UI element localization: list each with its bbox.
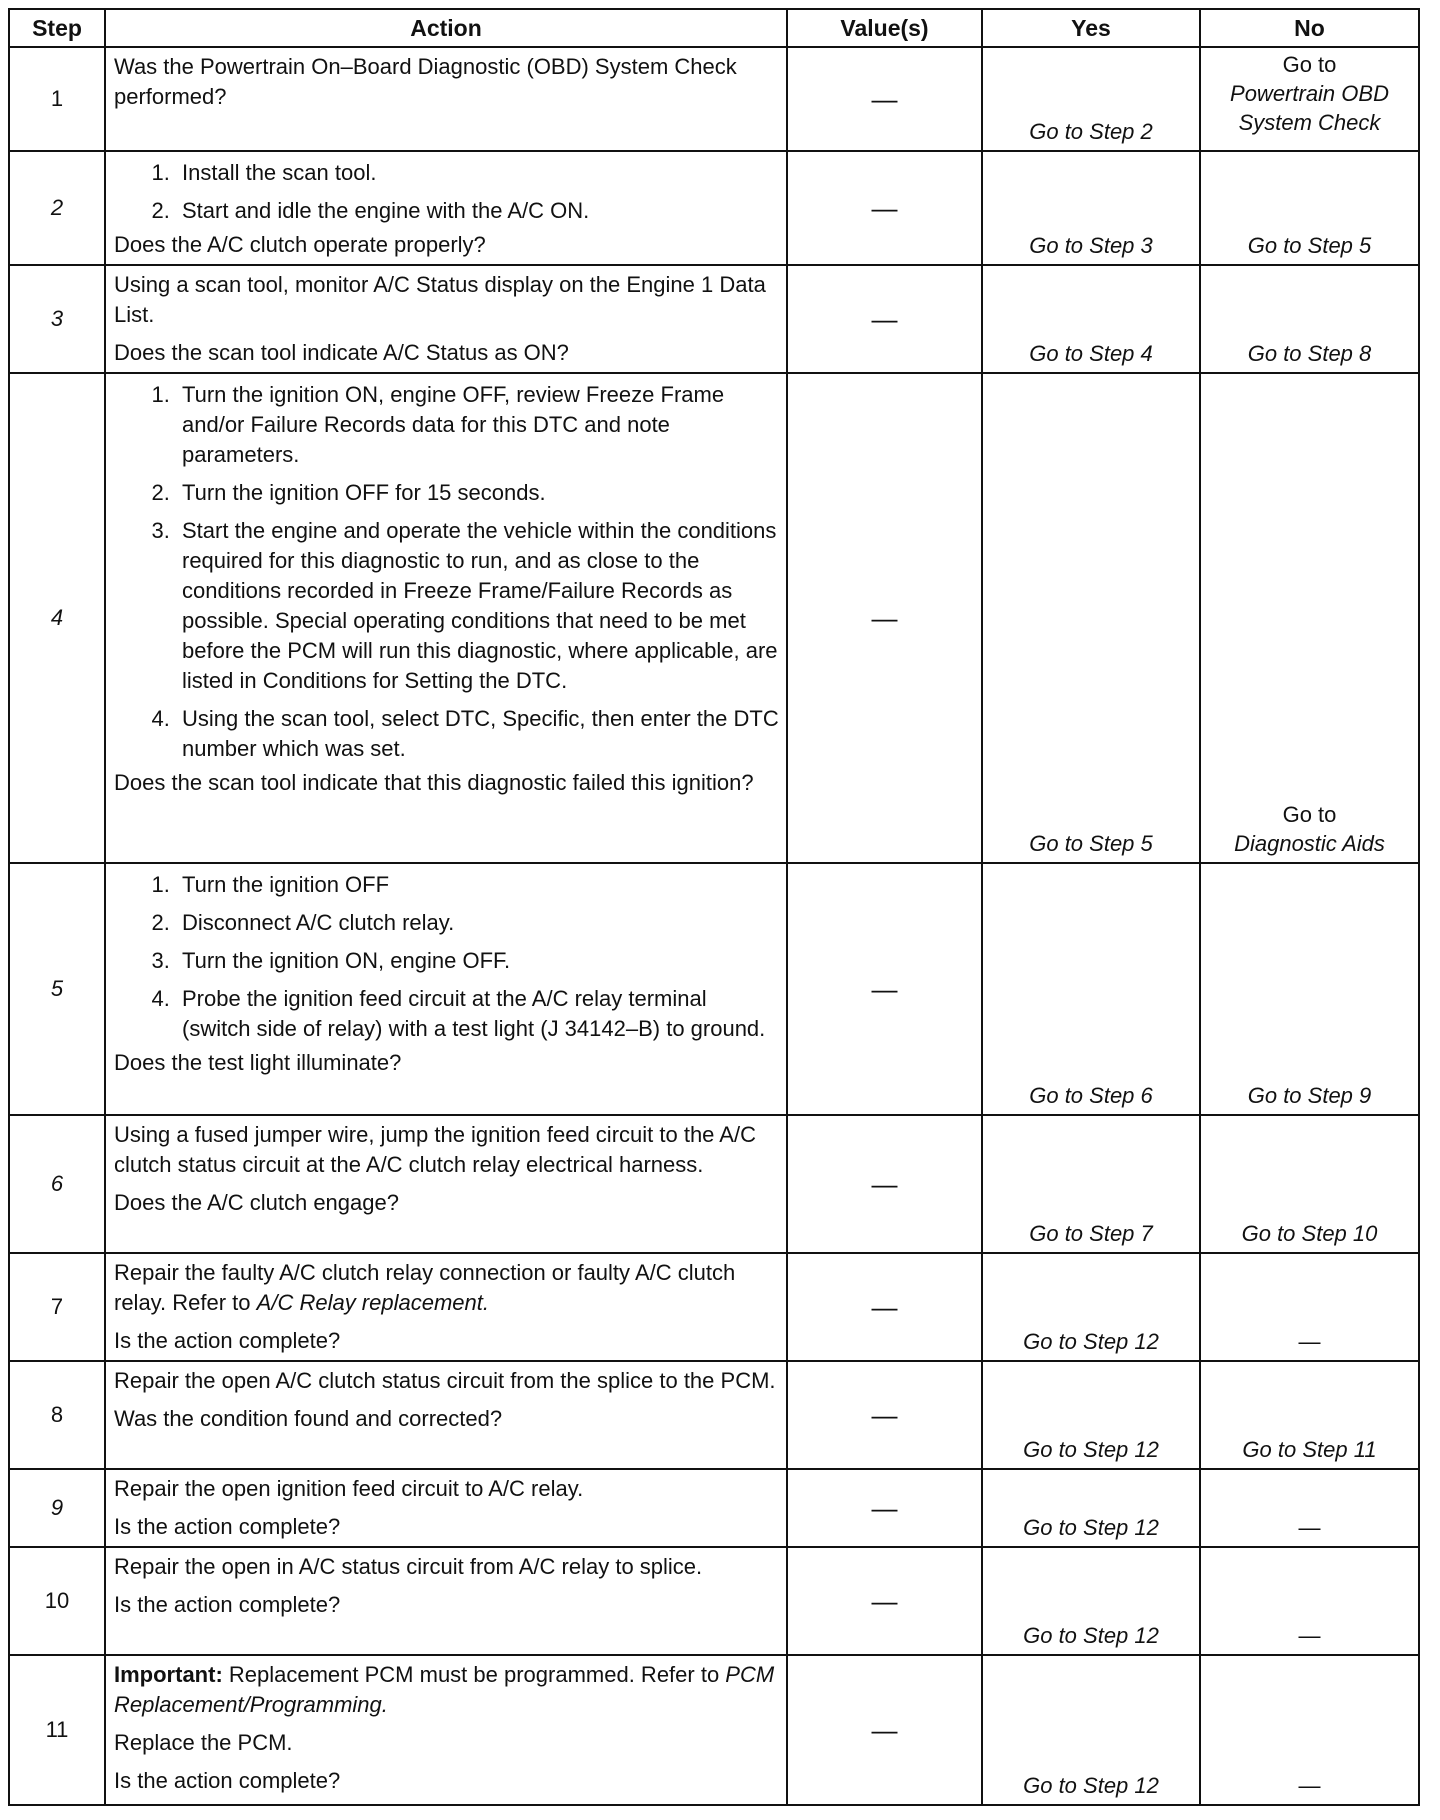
table-row	[9, 151, 1419, 265]
action-step: 3. Turn the ignition ON, engine OFF.	[176, 946, 780, 976]
yes-cell: Go to Step 5	[982, 373, 1200, 863]
step-number: 5	[9, 863, 105, 1115]
action-step: 4. Probe the ignition feed circuit at the A/C relay terminal (switch side of relay) with a test light (J 34142–B) to ground.	[176, 984, 780, 1044]
action-reference: A/C Relay replacement.	[256, 1290, 489, 1315]
yes-cell: Go to Step 12	[982, 1361, 1200, 1469]
table-row	[9, 1253, 1419, 1361]
action-question: Is the action complete?	[114, 1328, 341, 1353]
action-cell	[105, 1469, 787, 1547]
header-step: Step	[9, 9, 105, 47]
action-step: 4. Using the scan tool, select DTC, Specific, then enter the DTC number which was set.	[176, 704, 780, 764]
value-cell: —	[787, 151, 982, 265]
action-cell	[105, 265, 787, 373]
header-values: Value(s)	[787, 9, 982, 47]
action-text	[114, 1258, 780, 1318]
value-cell: —	[787, 1115, 982, 1253]
table-row	[9, 1115, 1419, 1253]
action-text: Replace the PCM.	[114, 1730, 293, 1755]
action-question: Does the A/C clutch engage?	[114, 1190, 399, 1215]
no-cell: —	[1200, 1253, 1419, 1361]
yes-cell: Go to Step 2	[982, 47, 1200, 151]
value-cell: —	[787, 1361, 982, 1469]
no-cell: Go to Step 5	[1200, 151, 1419, 265]
action-cell	[105, 151, 787, 265]
no-line1: Go to	[1282, 52, 1337, 77]
yes-cell: Go to Step 12	[982, 1547, 1200, 1655]
action-step: 2. Turn the ignition OFF for 15 seconds.	[176, 478, 780, 508]
no-cell: —	[1200, 1469, 1419, 1547]
action-question: Is the action complete?	[114, 1514, 341, 1539]
action-text: Using a scan tool, monitor A/C Status display on the Engine 1 Data List.	[114, 272, 766, 327]
no-cell: Go to Step 10	[1200, 1115, 1419, 1253]
important-label: Important:	[114, 1662, 223, 1687]
no-cell	[1200, 47, 1419, 151]
table-row	[9, 863, 1419, 1115]
header-yes: Yes	[982, 9, 1200, 47]
yes-cell: Go to Step 4	[982, 265, 1200, 373]
yes-cell: Go to Step 12	[982, 1253, 1200, 1361]
no-line2: Diagnostic Aids	[1234, 831, 1385, 856]
action-step: 1. Install the scan tool.	[176, 158, 780, 188]
step-number: 1	[9, 47, 105, 151]
action-step: 3. Start the engine and operate the vehicle within the conditions required for this diagnostic to run, and as close to the conditions recorded in Freeze Frame/Failure Records as possible. Special operating conditions that need to be met before the PCM will run this diagnostic, where applicable, are listed in Conditions for Setting the DTC.	[176, 516, 780, 696]
action-cell	[105, 1253, 787, 1361]
table-row	[9, 1469, 1419, 1547]
value-cell: —	[787, 1469, 982, 1547]
action-reference: PCM Replacement/Programming.	[114, 1662, 775, 1717]
action-step: 1. Turn the ignition OFF	[176, 870, 780, 900]
diagnostic-table	[8, 8, 1420, 1806]
action-text: Repair the open A/C clutch status circuit from the splice to the PCM.	[114, 1368, 776, 1393]
table-row	[9, 1655, 1419, 1805]
action-question: Does the scan tool indicate A/C Status as ON?	[114, 340, 569, 365]
action-question: Is the action complete?	[114, 1592, 341, 1617]
value-cell: —	[787, 863, 982, 1115]
value-cell: —	[787, 1253, 982, 1361]
yes-cell: Go to Step 6	[982, 863, 1200, 1115]
step-number: 9	[9, 1469, 105, 1547]
value-cell: —	[787, 373, 982, 863]
no-cell: Go to Step 8	[1200, 265, 1419, 373]
no-cell: Go to Step 9	[1200, 863, 1419, 1115]
action-step: 2. Start and idle the engine with the A/C ON.	[176, 196, 780, 226]
step-number: 8	[9, 1361, 105, 1469]
action-cell	[105, 1361, 787, 1469]
no-cell: Go to Step 11	[1200, 1361, 1419, 1469]
table-row	[9, 1361, 1419, 1469]
important-text: Replacement PCM must be programmed. Refer to	[222, 1662, 726, 1687]
action-cell	[105, 1115, 787, 1253]
table-header-row	[9, 9, 1419, 47]
value-cell: —	[787, 1655, 982, 1805]
table-row	[9, 1547, 1419, 1655]
action-text: Was the Powertrain On–Board Diagnostic (OBD) System Check performed?	[114, 54, 737, 109]
step-number: 11	[9, 1655, 105, 1805]
action-cell	[105, 1655, 787, 1805]
action-cell	[105, 47, 787, 151]
action-cell	[105, 373, 787, 863]
step-number: 4	[9, 373, 105, 863]
action-question: Is the action complete?	[114, 1768, 341, 1793]
action-question: Does the A/C clutch operate properly?	[114, 232, 486, 257]
action-steps	[114, 380, 780, 764]
step-number: 2	[9, 151, 105, 265]
step-number: 7	[9, 1253, 105, 1361]
no-line1: Go to	[1282, 802, 1337, 827]
important-note	[114, 1660, 780, 1720]
table-row	[9, 373, 1419, 863]
yes-cell: Go to Step 12	[982, 1469, 1200, 1547]
action-text: Repair the open ignition feed circuit to A/C relay.	[114, 1476, 584, 1501]
action-steps	[114, 158, 780, 226]
value-cell: —	[787, 47, 982, 151]
no-line2: Powertrain OBD System Check	[1230, 81, 1389, 135]
action-cell	[105, 1547, 787, 1655]
header-no: No	[1200, 9, 1419, 47]
yes-cell: Go to Step 12	[982, 1655, 1200, 1805]
no-cell: —	[1200, 1547, 1419, 1655]
no-cell: —	[1200, 1655, 1419, 1805]
value-cell: —	[787, 1547, 982, 1655]
no-cell	[1200, 373, 1419, 863]
action-step: 1. Turn the ignition ON, engine OFF, review Freeze Frame and/or Failure Records data for this DTC and note parameters.	[176, 380, 780, 470]
step-number: 10	[9, 1547, 105, 1655]
action-text: Using a fused jumper wire, jump the ignition feed circuit to the A/C clutch status circuit at the A/C clutch relay electrical harness.	[114, 1122, 756, 1177]
action-question: Does the test light illuminate?	[114, 1050, 402, 1075]
value-cell: —	[787, 265, 982, 373]
action-question: Does the scan tool indicate that this diagnostic failed this ignition?	[114, 770, 754, 795]
table-row	[9, 47, 1419, 151]
action-text: Repair the open in A/C status circuit from A/C relay to splice.	[114, 1554, 703, 1579]
action-text-main: Repair the faulty A/C clutch relay connection or faulty A/C clutch relay. Refer to	[114, 1260, 736, 1315]
yes-cell: Go to Step 3	[982, 151, 1200, 265]
header-action: Action	[105, 9, 787, 47]
action-step: 2. Disconnect A/C clutch relay.	[176, 908, 780, 938]
step-number: 6	[9, 1115, 105, 1253]
yes-cell: Go to Step 7	[982, 1115, 1200, 1253]
action-cell	[105, 863, 787, 1115]
table-row	[9, 265, 1419, 373]
step-number: 3	[9, 265, 105, 373]
action-question: Was the condition found and corrected?	[114, 1406, 503, 1431]
action-steps	[114, 870, 780, 1044]
